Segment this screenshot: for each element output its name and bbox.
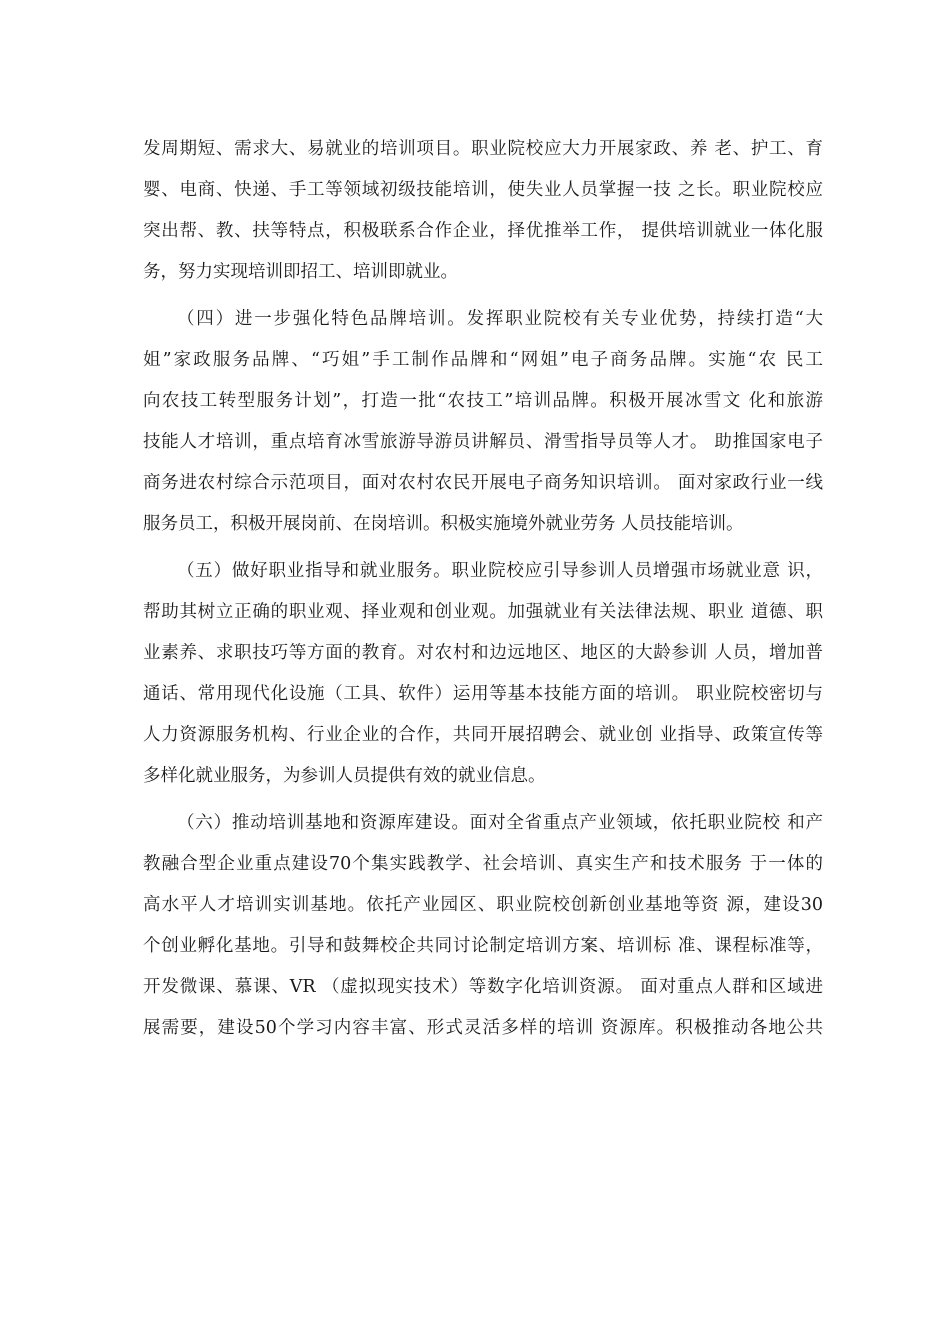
text-line: 姐”家政服务品牌、“巧姐”手工制作品牌和“网姐”电子商务品牌。实施“农 民工 [143, 350, 823, 370]
text-line: 展需要，建设50个学习内容丰富、形式灵活多样的培训 资源库。积极推动各地公共 [143, 1018, 823, 1038]
text-line: 多样化就业服务，为参训人员提供有效的就业信息。 [143, 766, 546, 786]
text-line: 通话、常用现代化设施（工具、软件）运用等基本技能方面的培训。 职业院校密切与 [143, 684, 823, 704]
document-body [143, 129, 823, 1055]
text-line: 业素养、求职技巧等方面的教育。对农村和边远地区、地区的大龄参训 人员，增加普 [143, 643, 823, 663]
text-line: 服务员工，积极开展岗前、在岗培训。积极实施境外就业劳务 人员技能培训。 [143, 514, 744, 534]
text-line: 突出帮、教、扶等特点，积极联系合作企业，择优推举工作， 提供培训就业一体化服 [143, 221, 823, 241]
text-line: 帮助其树立正确的职业观、择业观和创业观。加强就业有关法律法规、职业 道德、职 [143, 602, 823, 622]
text-line: 发周期短、需求大、易就业的培训项目。职业院校应大力开展家政、养 老、护工、育 [143, 139, 823, 159]
text-line: 婴、电商、快递、手工等领域初级技能培训，使失业人员掌握一技 之长。职业院校应 [143, 180, 823, 200]
text-line: 开发微课、慕课、VR （虚拟现实技术）等数字化培训资源。 面对重点人群和区域进 [143, 977, 823, 997]
text-line: 技能人才培训，重点培育冰雪旅游导游员讲解员、滑雪指导员等人才。 助推国家电子 [143, 432, 823, 452]
text-line: （四）进一步强化特色品牌培训。发挥职业院校有关专业优势，持续打造“大 [177, 309, 823, 329]
text-line: 向农技工转型服务计划”，打造一批“农技工”培训品牌。积极开展冰雪文 化和旅游 [143, 391, 823, 411]
text-line: 个创业孵化基地。引导和鼓舞校企共同讨论制定培训方案、培训标 准、课程标准等， [143, 936, 823, 956]
text-line: 高水平人才培训实训基地。依托产业园区、职业院校创新创业基地等资 源，建设30 [143, 895, 823, 915]
text-line: 教融合型企业重点建设70个集实践教学、社会培训、真实生产和技术服务 于一体的 [143, 854, 823, 874]
text-line: （五）做好职业指导和就业服务。职业院校应引导参训人员增强市场就业意 识， [177, 561, 823, 581]
text-line: 人力资源服务机构、行业企业的合作，共同开展招聘会、就业创 业指导、政策宣传等 [143, 725, 823, 745]
text-line: 商务进农村综合示范项目，面对农村农民开展电子商务知识培训。 面对家政行业一线 [143, 473, 823, 493]
paragraph-continuation [143, 129, 823, 293]
text-line: （六）推动培训基地和资源库建设。面对全省重点产业领域，依托职业院校 和产 [177, 813, 823, 833]
paragraph-section-4 [143, 299, 823, 545]
paragraph-section-6 [143, 803, 823, 1049]
paragraph-section-5 [143, 551, 823, 797]
text-line: 务，努力实现培训即招工、培训即就业。 [143, 262, 458, 282]
